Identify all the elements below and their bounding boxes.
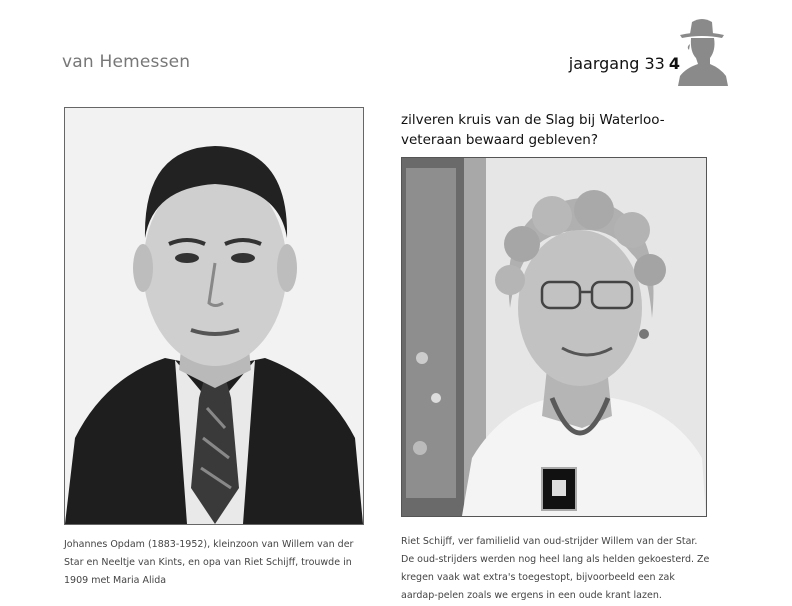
hat-silhouette-icon bbox=[676, 14, 728, 86]
photo-caption-left: Johannes Opdam (1883-1952), kleinzoon van Willem van der Star en Neeltje van Kints, en opa van Riet Schijff, trouwde in 1909 met Maria Alida bbox=[64, 539, 354, 586]
issue-number: 4 bbox=[668, 54, 680, 73]
portrait-photo-woman bbox=[401, 157, 707, 517]
issue-label bbox=[569, 54, 680, 73]
issue-volume: jaargang 33 bbox=[568, 54, 665, 73]
photo-caption-right: Riet Schijff, ver familielid van oud-strijder Willem van der Star. De oud-strijders werden nog heel lang als helden gekoesterd. Ze kregen vaak wat extra's toegestopt, bijvoorbeeld een zak aardap-pelen zoals we ergens in een oude krant lazen. bbox=[401, 536, 710, 601]
portrait-photo-man bbox=[64, 107, 364, 525]
article-heading: zilveren kruis van de Slag bij Waterloo-veteraan bewaard gebleven? bbox=[401, 112, 665, 148]
running-title: van Hemessen bbox=[62, 52, 191, 72]
